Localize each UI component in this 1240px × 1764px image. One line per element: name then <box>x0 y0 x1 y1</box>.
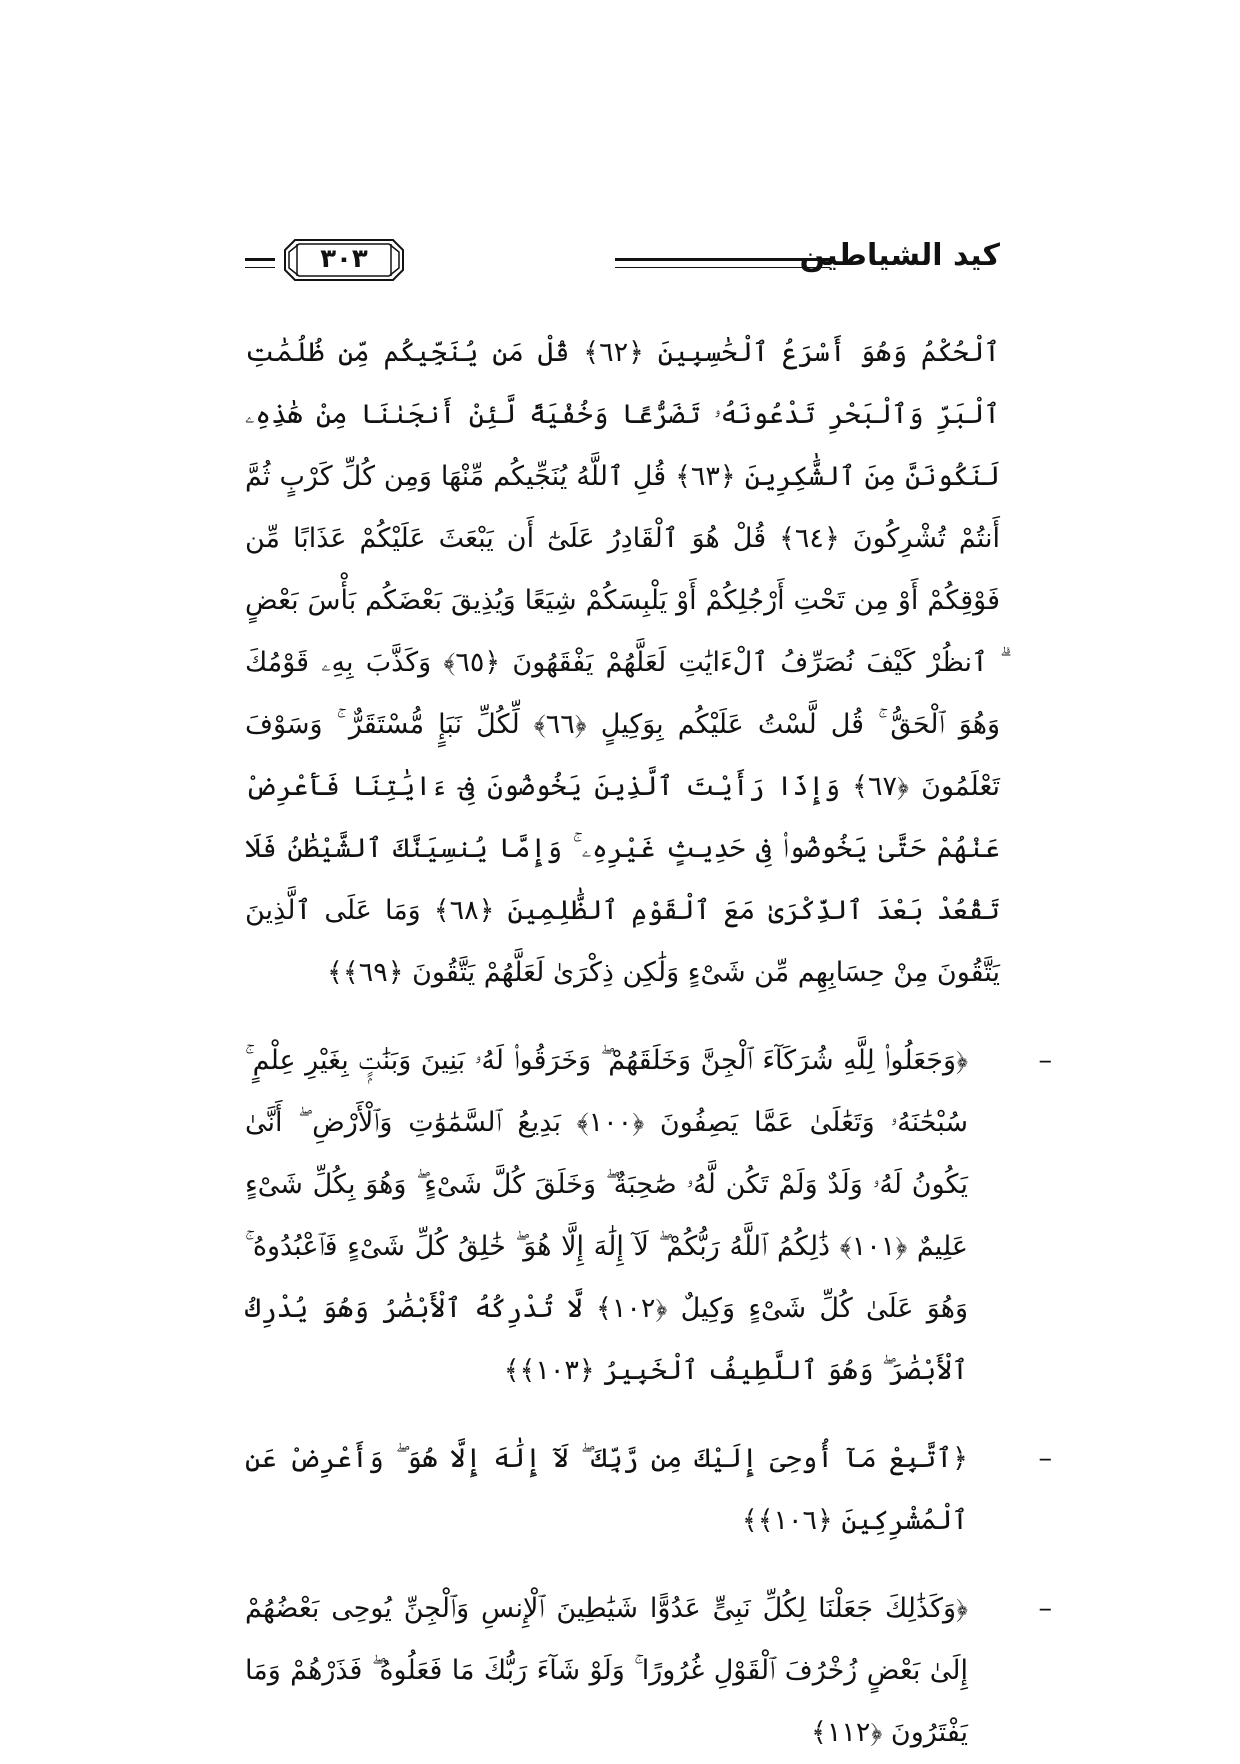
entry-dash: – <box>1038 1045 1052 1076</box>
page-number-frame <box>283 238 405 282</box>
page-number: ٣٠٣ <box>320 244 368 274</box>
quote-entry <box>245 1428 1052 1552</box>
header-rule <box>615 258 830 268</box>
book-title: كيد الشياطين <box>799 238 1000 273</box>
opening-verses: ٱلْحُكْمُ وَهُوَ أَسْرَعُ ٱلْحَٰسِبِينَ ﴿٦٢﴾ قُلْ مَن يُنَجِّيكُم مِّن ظُلُمَٰتِ ٱلْبَرِّ وَٱلْبَحْرِ تَدْعُونَهُۥ تَضَرُّعًا وَخُفْيَةً لَّئِنْ أَنجَىٰنَا مِنْ هَٰذِهِۦ لَنَكُونَنَّ مِنَ ٱلشَّٰكِرِينَ ﴿٦٣﴾ قُلِ ٱللَّهُ يُنَجِّيكُم مِّنْهَا وَمِن كُلِّ كَرْبٍ ثُمَّ أَنتُمْ تُشْرِكُونَ ﴿٦٤﴾ قُلْ هُوَ ٱلْقَادِرُ عَلَىٰٓ أَن يَبْعَثَ عَلَيْكُمْ عَذَابًا مِّن فَوْقِكُمْ أَوْ مِن تَحْتِ أَرْجُلِكُمْ أَوْ يَلْبِسَكُمْ شِيَعًا وَيُذِيقَ بَعْضَكُم بَأْسَ بَعْضٍ ۗ ٱنظُرْ كَيْفَ نُصَرِّفُ ٱلْءَايَٰتِ لَعَلَّهُمْ يَفْقَهُونَ ﴿٦٥﴾ وَكَذَّبَ بِهِۦ قَوْمُكَ وَهُوَ ٱلْحَقُّ ۚ قُل لَّسْتُ عَلَيْكُم بِوَكِيلٍ ﴿٦٦﴾ لِّكُلِّ نَبَإٍ مُّسْتَقَرٌّ ۚ وَسَوْفَ تَعْلَمُونَ ﴿٦٧﴾ وَإِذَا رَأَيْتَ ٱلَّذِينَ يَخُوضُونَ فِىٓ ءَايَٰتِنَا فَأَعْرِضْ عَنْهُمْ حَتَّىٰ يَخُوضُوا۟ فِى حَدِيثٍ غَيْرِهِۦ ۚ وَإِمَّا يُنسِيَنَّكَ ٱلشَّيْطَٰنُ فَلَا تَقْعُدْ بَعْدَ ٱلذِّكْرَىٰ مَعَ ٱلْقَوْمِ ٱلظَّٰلِمِينَ ﴿٦٨﴾ وَمَا عَلَى ٱلَّذِينَ يَتَّقُونَ مِنْ حِسَابِهِم مِّن شَىْءٍ وَلَٰكِن ذِكْرَىٰ لَعَلَّهُمْ يَتَّقُونَ ﴿٦٩﴾﴾ <box>245 337 1001 988</box>
quote-entry <box>245 1578 1052 1764</box>
running-header <box>245 228 1000 298</box>
page-body <box>245 322 1052 1764</box>
entry-text: ﴿ٱتَّبِعْ مَآ أُوحِىَ إِلَيْكَ مِن رَّبِّكَ ۖ لَآ إِلَٰهَ إِلَّا هُوَ ۖ وَأَعْرِضْ عَنِ ٱلْمُشْرِكِينَ ﴿١٠٦﴾﴾ <box>245 1443 968 1536</box>
entry-text: ﴿وَكَذَٰلِكَ جَعَلْنَا لِكُلِّ نَبِىٍّ عَدُوًّا شَيَٰطِينَ ٱلْإِنسِ وَٱلْجِنِّ يُوحِى بَعْضُهُمْ إِلَىٰ بَعْضٍ زُخْرُفَ ٱلْقَوْلِ غُرُورًا ۚ وَلَوْ شَآءَ رَبُّكَ مَا فَعَلُوهُ ۖ فَذَرْهُمْ وَمَا يَفْتَرُونَ ﴿١١٢﴾ <box>245 1593 968 1748</box>
entry-dash: – <box>1038 1443 1052 1474</box>
entry-text: ﴿وَجَعَلُوا۟ لِلَّهِ شُرَكَآءَ ٱلْجِنَّ وَخَلَقَهُمْ ۖ وَخَرَقُوا۟ لَهُۥ بَنِينَ وَبَنَٰتٍۭ بِغَيْرِ عِلْمٍ ۚ سُبْحَٰنَهُۥ وَتَعَٰلَىٰ عَمَّا يَصِفُونَ ﴿١٠٠﴾ بَدِيعُ ٱلسَّمَٰوَٰتِ وَٱلْأَرْضِ ۖ أَنَّىٰ يَكُونُ لَهُۥ وَلَدٌ وَلَمْ تَكُن لَّهُۥ صَٰحِبَةٌ ۖ وَخَلَقَ كُلَّ شَىْءٍ ۖ وَهُوَ بِكُلِّ شَىْءٍ عَلِيمٌ ﴿١٠١﴾ ذَٰلِكُمُ ٱللَّهُ رَبُّكُمْ ۖ لَآ إِلَٰهَ إِلَّا هُوَ ۖ خَٰلِقُ كُلِّ شَىْءٍ فَٱعْبُدُوهُ ۚ وَهُوَ عَلَىٰ كُلِّ شَىْءٍ وَكِيلٌ ﴿١٠٢﴾ لَّا تُدْرِكُهُ ٱلْأَبْصَٰرُ وَهُوَ يُدْرِكُ ٱلْأَبْصَٰرَ ۖ وَهُوَ ٱللَّطِيفُ ٱلْخَبِيرُ ﴿١٠٣﴾﴾ <box>245 1045 969 1386</box>
header-rule-left <box>245 258 275 268</box>
quote-entry <box>245 1030 1052 1402</box>
entry-dash: – <box>1038 1593 1052 1624</box>
